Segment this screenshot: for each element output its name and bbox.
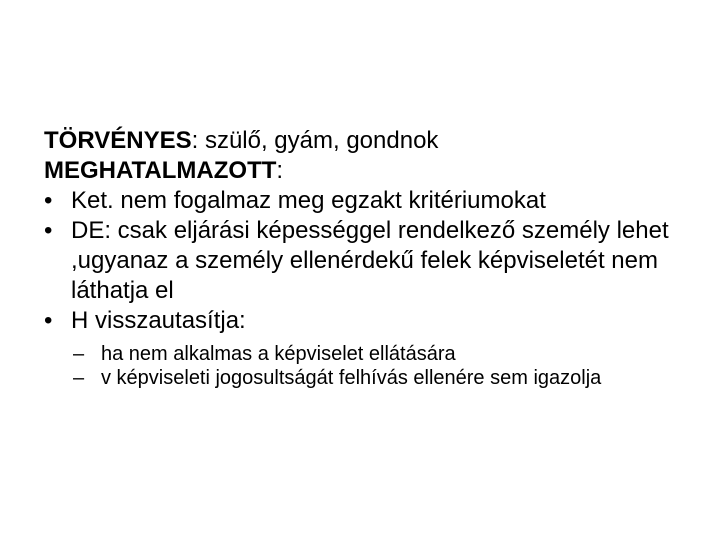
authorized-agent-colon: : <box>276 157 284 184</box>
legal-representative-line <box>44 126 694 156</box>
dash-icon: – <box>73 343 85 365</box>
legal-representative-label: TÖRVÉNYES <box>44 127 192 154</box>
bullet-icon: • <box>44 307 53 334</box>
bullet-text: Ket. nem fogalmaz meg egzakt kritériumokat <box>71 187 546 214</box>
sub-bullet-text: v képviseleti jogosultságát felhívás ellenére sem igazolja <box>101 367 602 389</box>
bullet-item <box>44 186 694 216</box>
slide-body <box>44 126 694 390</box>
sub-bullet-list <box>71 342 694 390</box>
bullet-text: DE: csak eljárási képességgel rendelkező személy lehet ,ugyanaz a személy ellenérdekű felek képviseletét nem láthatja el <box>71 217 669 304</box>
sub-bullet-text: ha nem alkalmas a képviselet ellátására <box>101 343 456 365</box>
bullet-item <box>44 306 694 390</box>
bullet-list <box>44 186 694 390</box>
bullet-text: H visszautasítja: <box>71 307 246 334</box>
bullet-item <box>44 216 694 306</box>
sub-bullet-item <box>71 342 694 366</box>
bullet-icon: • <box>44 217 53 244</box>
authorized-agent-label: MEGHATALMAZOTT <box>44 157 277 184</box>
bullet-icon: • <box>44 187 53 214</box>
authorized-agent-line <box>44 156 694 186</box>
dash-icon: – <box>73 367 85 389</box>
legal-representative-text: : szülő, gyám, gondnok <box>191 127 439 154</box>
sub-bullet-item <box>71 366 694 390</box>
